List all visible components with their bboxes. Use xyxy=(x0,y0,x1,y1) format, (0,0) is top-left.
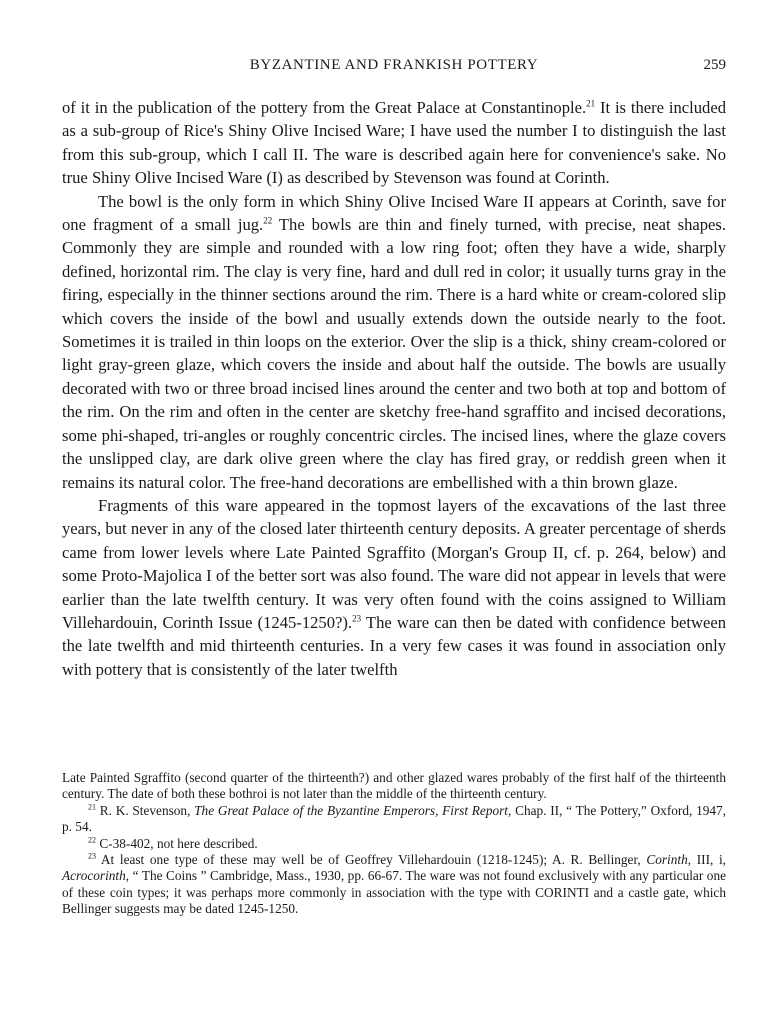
footnotes xyxy=(62,770,726,918)
fn23-text-b: , III, i, xyxy=(687,852,726,868)
p2-text-a: The bowl is the only form in which Shiny Olive Incised Ware II appears at Corinth, save for one fragment of a small jug. xyxy=(62,191,726,235)
footnote-21 xyxy=(62,803,726,836)
p2-text-b: The bowls are thin and finely turned, with precise, neat shapes. Commonly they are simple and rounded with a low ring foot; often they have a wide, sharply defined, horizontal rim. The clay is very fine, hard and dull red in color; it usually turns gray in the firing, especially in the thinner sections around the rim. There is a hard white or cream-colored slip which covers the inside of the bowl and usually extends down the outside nearly to the foot. Sometimes it is trailed in thin loops on the exterior. Over the slip is a thick, shiny cream-colored or light gray-green glaze, which covers the inside and about half the outside. The bowls are usually decorated with two or three broad incised lines around the center and two both at top and bottom of the rim. On the rim and often in the center are sketchy free-hand sgraffito and incised decorations, some phi-shaped, tri-angles or roughly concentric circles. The incised lines, where the glaze covers the unslipped clay, are dark olive green where the clay has fired gray, or reddish green when it remains its natural color. The free-hand decorations are embellished with a thin brown glaze. xyxy=(62,215,726,492)
footnote-mark-23: 23 xyxy=(88,851,96,861)
fn23-title: Corinth xyxy=(646,852,688,868)
footnote-23 xyxy=(62,852,726,918)
fn21-title: The Great Palace of the Byzantine Emperors, First Report xyxy=(194,802,508,818)
footnote-ref-22: 22 xyxy=(263,215,273,226)
fn22-text: C-38-402, not here described. xyxy=(96,835,258,851)
p3-text-a: Fragments of this ware appeared in the topmost layers of the excavations of the last three years, but never in any of the closed later thirteenth century deposits. A greater percentage of sherds came from lower levels where Late Painted Sgraffito (Morgan's Group II, cf. p. 264, below) and some Proto-Majolica I of the better sort was also found. The ware did not appear in levels that were earlier than the late twelfth century. It was very often found with the coins assigned to William Villehardouin, Corinth Issue (1245-1250?). xyxy=(62,495,726,632)
fn23-text-a: At least one type of these may well be of Geoffrey Villehardouin (1218-1245); A. R. Bellinger, xyxy=(96,852,647,868)
footnote-mark-22: 22 xyxy=(88,835,96,845)
p1-text-a: of it in the publication of the pottery from the Great Palace at Constantinople. xyxy=(62,98,587,117)
fn23-title-2: Acrocorinth xyxy=(62,868,126,884)
running-title: BYZANTINE AND FRANKISH POTTERY xyxy=(249,57,539,73)
footnote-mark-21: 21 xyxy=(88,802,96,812)
fn21-text-a: R. K. Stevenson, xyxy=(96,802,195,818)
paragraph-1 xyxy=(62,96,726,190)
p1-text-b: It is there included as a sub-group of Rice's Shiny Olive Incised Ware; I have used the number I to distinguish the last from this sub-group, which I call II. The ware is described again here for convenience's sake. No true Shiny Olive Incised Ware (I) as described by Stevenson was found at Corinth. xyxy=(62,98,726,188)
footnote-22 xyxy=(62,836,726,852)
footnote-continuation: Late Painted Sgraffito (second quarter of the thirteenth?) and other glazed wares probably of the first half of the thirteenth century. The date of both these bothroi is not later than the middle of the thirteenth century. xyxy=(62,770,726,802)
running-header xyxy=(62,57,726,77)
paragraph-3 xyxy=(62,494,726,681)
p3-text-b: The ware can then be dated with confidence between the late twelfth and mid thirteenth centuries. In a very few cases it was found in association only with pottery that is consistently of the later twelfth xyxy=(62,612,726,679)
page-number: 259 xyxy=(703,57,726,73)
fn21-text-b: , Chap. II, “ The Pottery,” Oxford, 1947, p. 54. xyxy=(62,802,726,835)
paragraph-2 xyxy=(62,190,726,494)
footnote-ref-23: 23 xyxy=(352,613,362,624)
fn23-text-c: , “ The Coins ” Cambridge, Mass., 1930, pp. 66-67. The ware was not found exclusively with any particular one of these coin types; it was perhaps more commonly in association with the type with CORINTI and a castle gate, which Bellinger suggests may be dated 1245-1250. xyxy=(62,868,726,917)
footnote-ref-21: 21 xyxy=(586,98,596,109)
body-text xyxy=(62,96,726,681)
